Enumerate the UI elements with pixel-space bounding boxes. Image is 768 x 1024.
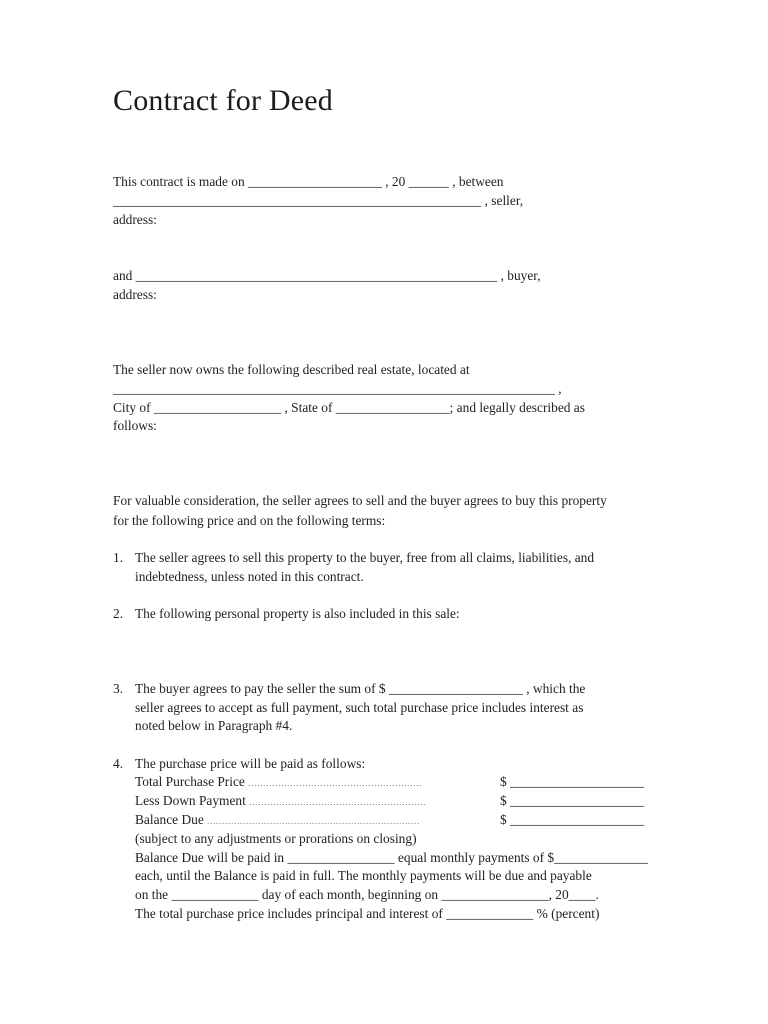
- item-3-number: 3.: [113, 681, 124, 696]
- property-line-2: __________________________________________________________________ ,: [113, 381, 562, 396]
- intro-line-5: address:: [113, 287, 157, 302]
- terms-line-2: Balance Due will be paid in ________________ equal monthly payments of $______________: [135, 850, 648, 865]
- item-2-number: 2.: [113, 606, 124, 621]
- item-1-line-1: The seller agrees to sell this property to the buyer, free from all claims, liabilities, and: [135, 550, 595, 565]
- payment-dots: ...........................................................: [249, 798, 427, 807]
- payment-row-down: [135, 793, 426, 811]
- payment-dots: ..........................................................: [248, 779, 423, 788]
- payment-amount-balance: $ ____________________: [500, 812, 644, 827]
- consideration-line-1: For valuable consideration, the seller agrees to sell and the buyer agrees to buy this property: [113, 493, 607, 508]
- terms-line-1: (subject to any adjustments or prorations on closing): [135, 831, 417, 846]
- consideration-line-2: for the following price and on the following terms:: [113, 513, 386, 528]
- intro-line-4: and ______________________________________________________ , buyer,: [113, 268, 541, 283]
- payment-row-balance: [135, 812, 420, 830]
- property-line-3: City of ___________________ , State of _________________; and legally described as: [113, 400, 585, 415]
- intro-line-1: This contract is made on ____________________ , 20 ______ , between: [113, 174, 504, 189]
- terms-line-5: The total purchase price includes principal and interest of _____________ % (percent): [135, 906, 600, 921]
- item-3-line-2: seller agrees to accept as full payment, such total purchase price includes interest as: [135, 700, 584, 715]
- payment-amount-total: $ ____________________: [500, 774, 644, 789]
- item-2-line-1: The following personal property is also included in this sale:: [135, 606, 460, 621]
- payment-amount-down: $ ____________________: [500, 793, 644, 808]
- property-line-4: follows:: [113, 418, 157, 433]
- payment-dots: .......................................................................: [207, 817, 421, 826]
- terms-line-4: on the _____________ day of each month, beginning on ________________, 20____.: [135, 887, 599, 902]
- item-3-line-1: The buyer agrees to pay the seller the sum of $ ____________________ , which the: [135, 681, 586, 696]
- property-line-1: The seller now owns the following described real estate, located at: [113, 362, 470, 377]
- payment-label: Total Purchase Price: [135, 774, 245, 789]
- item-1-line-2: indebtedness, unless noted in this contract.: [135, 569, 364, 584]
- terms-line-3: each, until the Balance is paid in full. The monthly payments will be due and payable: [135, 868, 592, 883]
- payment-label: Less Down Payment: [135, 793, 246, 808]
- item-4-line-1: The purchase price will be paid as follows:: [135, 756, 366, 771]
- item-3-line-3: noted below in Paragraph #4.: [135, 718, 293, 733]
- payment-label: Balance Due: [135, 812, 204, 827]
- payment-row-total: [135, 774, 422, 792]
- intro-line-2: _______________________________________________________ , seller,: [113, 193, 524, 208]
- intro-line-3: address:: [113, 212, 157, 227]
- item-4-number: 4.: [113, 756, 124, 771]
- item-1-number: 1.: [113, 550, 124, 565]
- document-title: Contract for Deed: [113, 84, 333, 117]
